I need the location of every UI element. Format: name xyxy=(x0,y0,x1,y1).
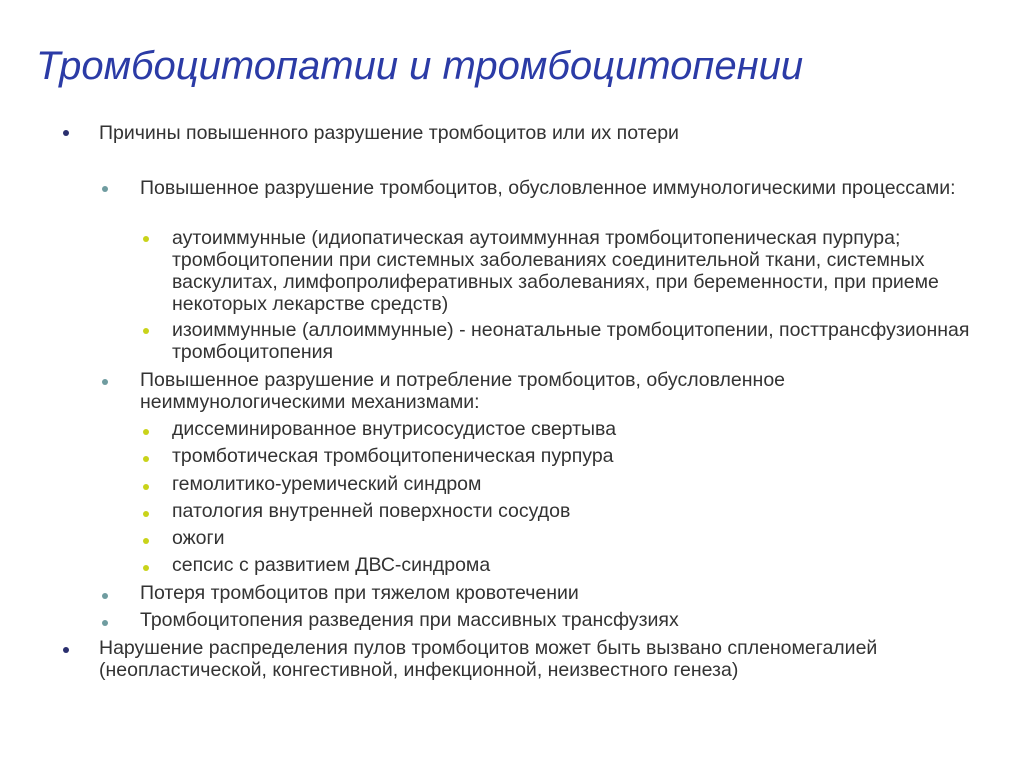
bullet-dot-level2 xyxy=(102,186,108,192)
bullet-dot-level3 xyxy=(143,328,149,334)
list-item-level1: Причины повышенного разрушение тромбоцитов или их потери xyxy=(99,122,679,144)
bullet-dot-level1 xyxy=(63,130,69,136)
bullet-dot-level3 xyxy=(143,484,149,490)
list-item-level3: гемолитико-уремический синдром xyxy=(172,473,482,495)
bullet-dot-level3 xyxy=(143,538,149,544)
list-item-level2: Повышенное разрушение и потребление тромбоцитов, обусловленное неиммунологическими механизмами: xyxy=(140,369,786,413)
list-item-level2: Тромбоцитопения разведения при массивных трансфузиях xyxy=(140,609,679,631)
bullet-dot-level2 xyxy=(102,593,108,599)
bullet-dot-level2 xyxy=(102,379,108,385)
list-item-level3: аутоиммунные (идиопатическая аутоиммунная тромбоцитопеническая пурпура; тромбоцитопении при системных заболеваниях соединительной ткани, системных васкулитах, лимфопролиферативных заболеваниях, при беременности, при приеме некоторых лекарстве средств) xyxy=(172,227,939,315)
list-item-level3: патология внутренней поверхности сосудов xyxy=(172,500,571,522)
bullet-dot-level1 xyxy=(63,647,69,653)
list-item-level3: диссеминированное внутрисосудистое свертыва xyxy=(172,418,617,440)
bullet-dot-level2 xyxy=(102,620,108,626)
list-item-level3: изоиммунные (аллоиммунные) - неонатальные тромбоцитопении, посттрансфузионная тромбоцитопения xyxy=(172,319,970,363)
list-item-level3: ожоги xyxy=(172,527,225,549)
slide-title: Тромбоцитопатии и тромбоцитопении xyxy=(36,44,804,88)
list-item-level1: Нарушение распределения пулов тромбоцитов может быть вызвано спленомегалией (неопластической, конгестивной, инфекционной, неизвестного генеза) xyxy=(99,637,878,681)
bullet-dot-level3 xyxy=(143,429,149,435)
list-item-level2: Потеря тромбоцитов при тяжелом кровотечении xyxy=(140,582,579,604)
bullet-dot-level3 xyxy=(143,236,149,242)
list-item-level3: тромботическая тромбоцитопеническая пурпура xyxy=(172,445,614,467)
bullet-dot-level3 xyxy=(143,565,149,571)
list-item-level3: сепсис с развитием ДВС-синдрома xyxy=(172,554,491,576)
bullet-dot-level3 xyxy=(143,511,149,517)
list-item-level2: Повышенное разрушение тромбоцитов, обусловленное иммунологическими процессами: xyxy=(140,177,956,199)
bullet-dot-level3 xyxy=(143,456,149,462)
